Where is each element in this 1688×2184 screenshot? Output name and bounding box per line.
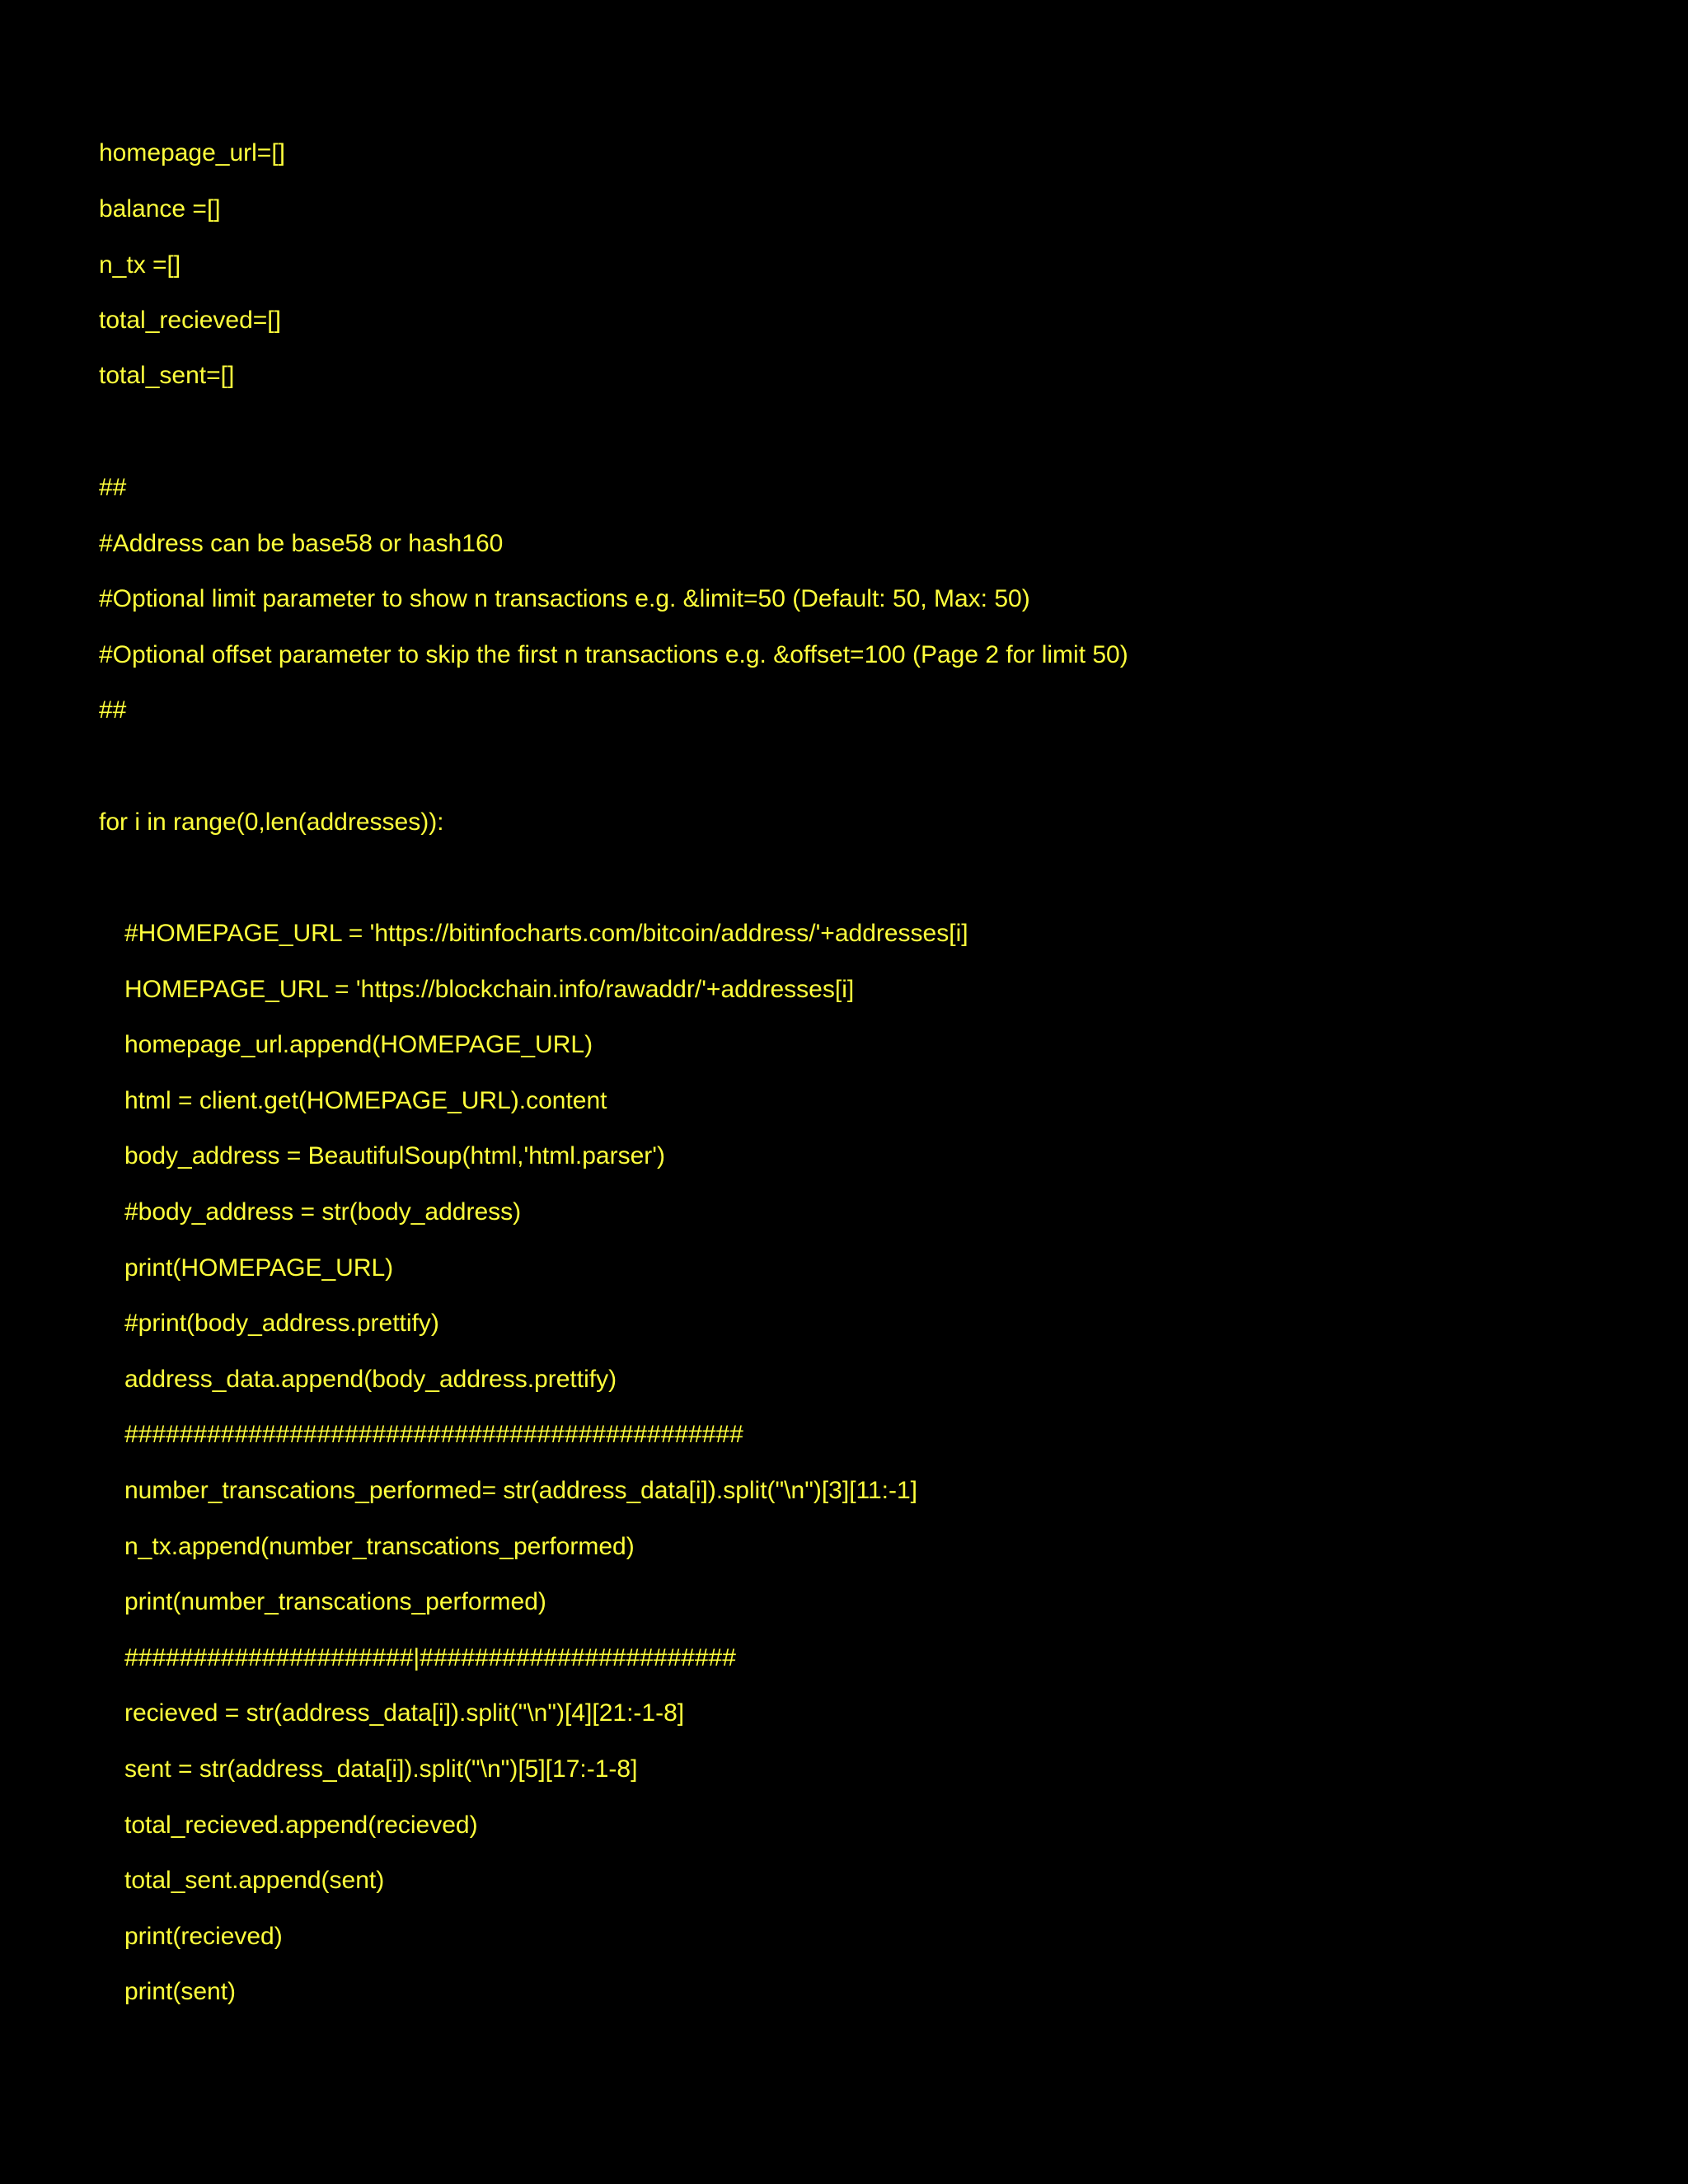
code-line: total_recieved.append(recieved) (124, 1811, 478, 1839)
code-comment: #body_address = str(body_address) (124, 1198, 522, 1226)
code-line: n_tx =[] (99, 251, 181, 279)
code-line: print(sent) (124, 1978, 237, 2005)
code-comment: #Address can be base58 or hash160 (99, 530, 504, 557)
code-line: total_recieved=[] (99, 307, 281, 334)
code-comment: #print(body_address.prettify) (124, 1310, 439, 1337)
code-comment: ## (99, 474, 127, 501)
code-line: homepage_url=[] (99, 139, 285, 166)
code-line: html = client.get(HOMEPAGE_URL).content (124, 1087, 607, 1114)
code-line: body_address = BeautifulSoup(html,'html.parser') (124, 1142, 665, 1169)
code-separator: ############################################# (124, 1421, 743, 1448)
code-line: total_sent.append(sent) (124, 1867, 385, 1894)
code-line: print(recieved) (124, 1923, 283, 1950)
code-comment: #HOMEPAGE_URL = 'https://bitinfocharts.com/bitcoin/address/'+addresses[i] (124, 920, 968, 947)
code-line: print(number_transcations_performed) (124, 1588, 546, 1615)
code-separator: #####################|####################### (124, 1644, 736, 1671)
code-line: address_data.append(body_address.prettify) (124, 1366, 617, 1393)
code-line: recieved = str(address_data[i]).split("\n")[4][21:-1-8] (124, 1699, 685, 1727)
code-comment: #Optional limit parameter to show n transactions e.g. &limit=50 (Default: 50, Max: 50) (99, 585, 1030, 612)
code-line: homepage_url.append(HOMEPAGE_URL) (124, 1031, 593, 1058)
code-comment: ## (99, 696, 127, 724)
code-line: total_sent=[] (99, 362, 235, 389)
code-line: number_transcations_performed= str(address_data[i]).split("\n")[3][11:-1] (124, 1477, 918, 1504)
code-comment: #Optional offset parameter to skip the first n transactions e.g. &offset=100 (Page 2 for limit 50) (99, 641, 1128, 668)
code-line: print(HOMEPAGE_URL) (124, 1254, 394, 1282)
code-line: n_tx.append(number_transcations_performed) (124, 1533, 635, 1560)
code-line: sent = str(address_data[i]).split("\n")[5][17:-1-8] (124, 1755, 638, 1783)
code-line-for-loop: for i in range(0,len(addresses)): (99, 808, 444, 836)
code-line: balance =[] (99, 195, 221, 223)
code-line: HOMEPAGE_URL = 'https://blockchain.info/rawaddr/'+addresses[i] (124, 976, 855, 1003)
